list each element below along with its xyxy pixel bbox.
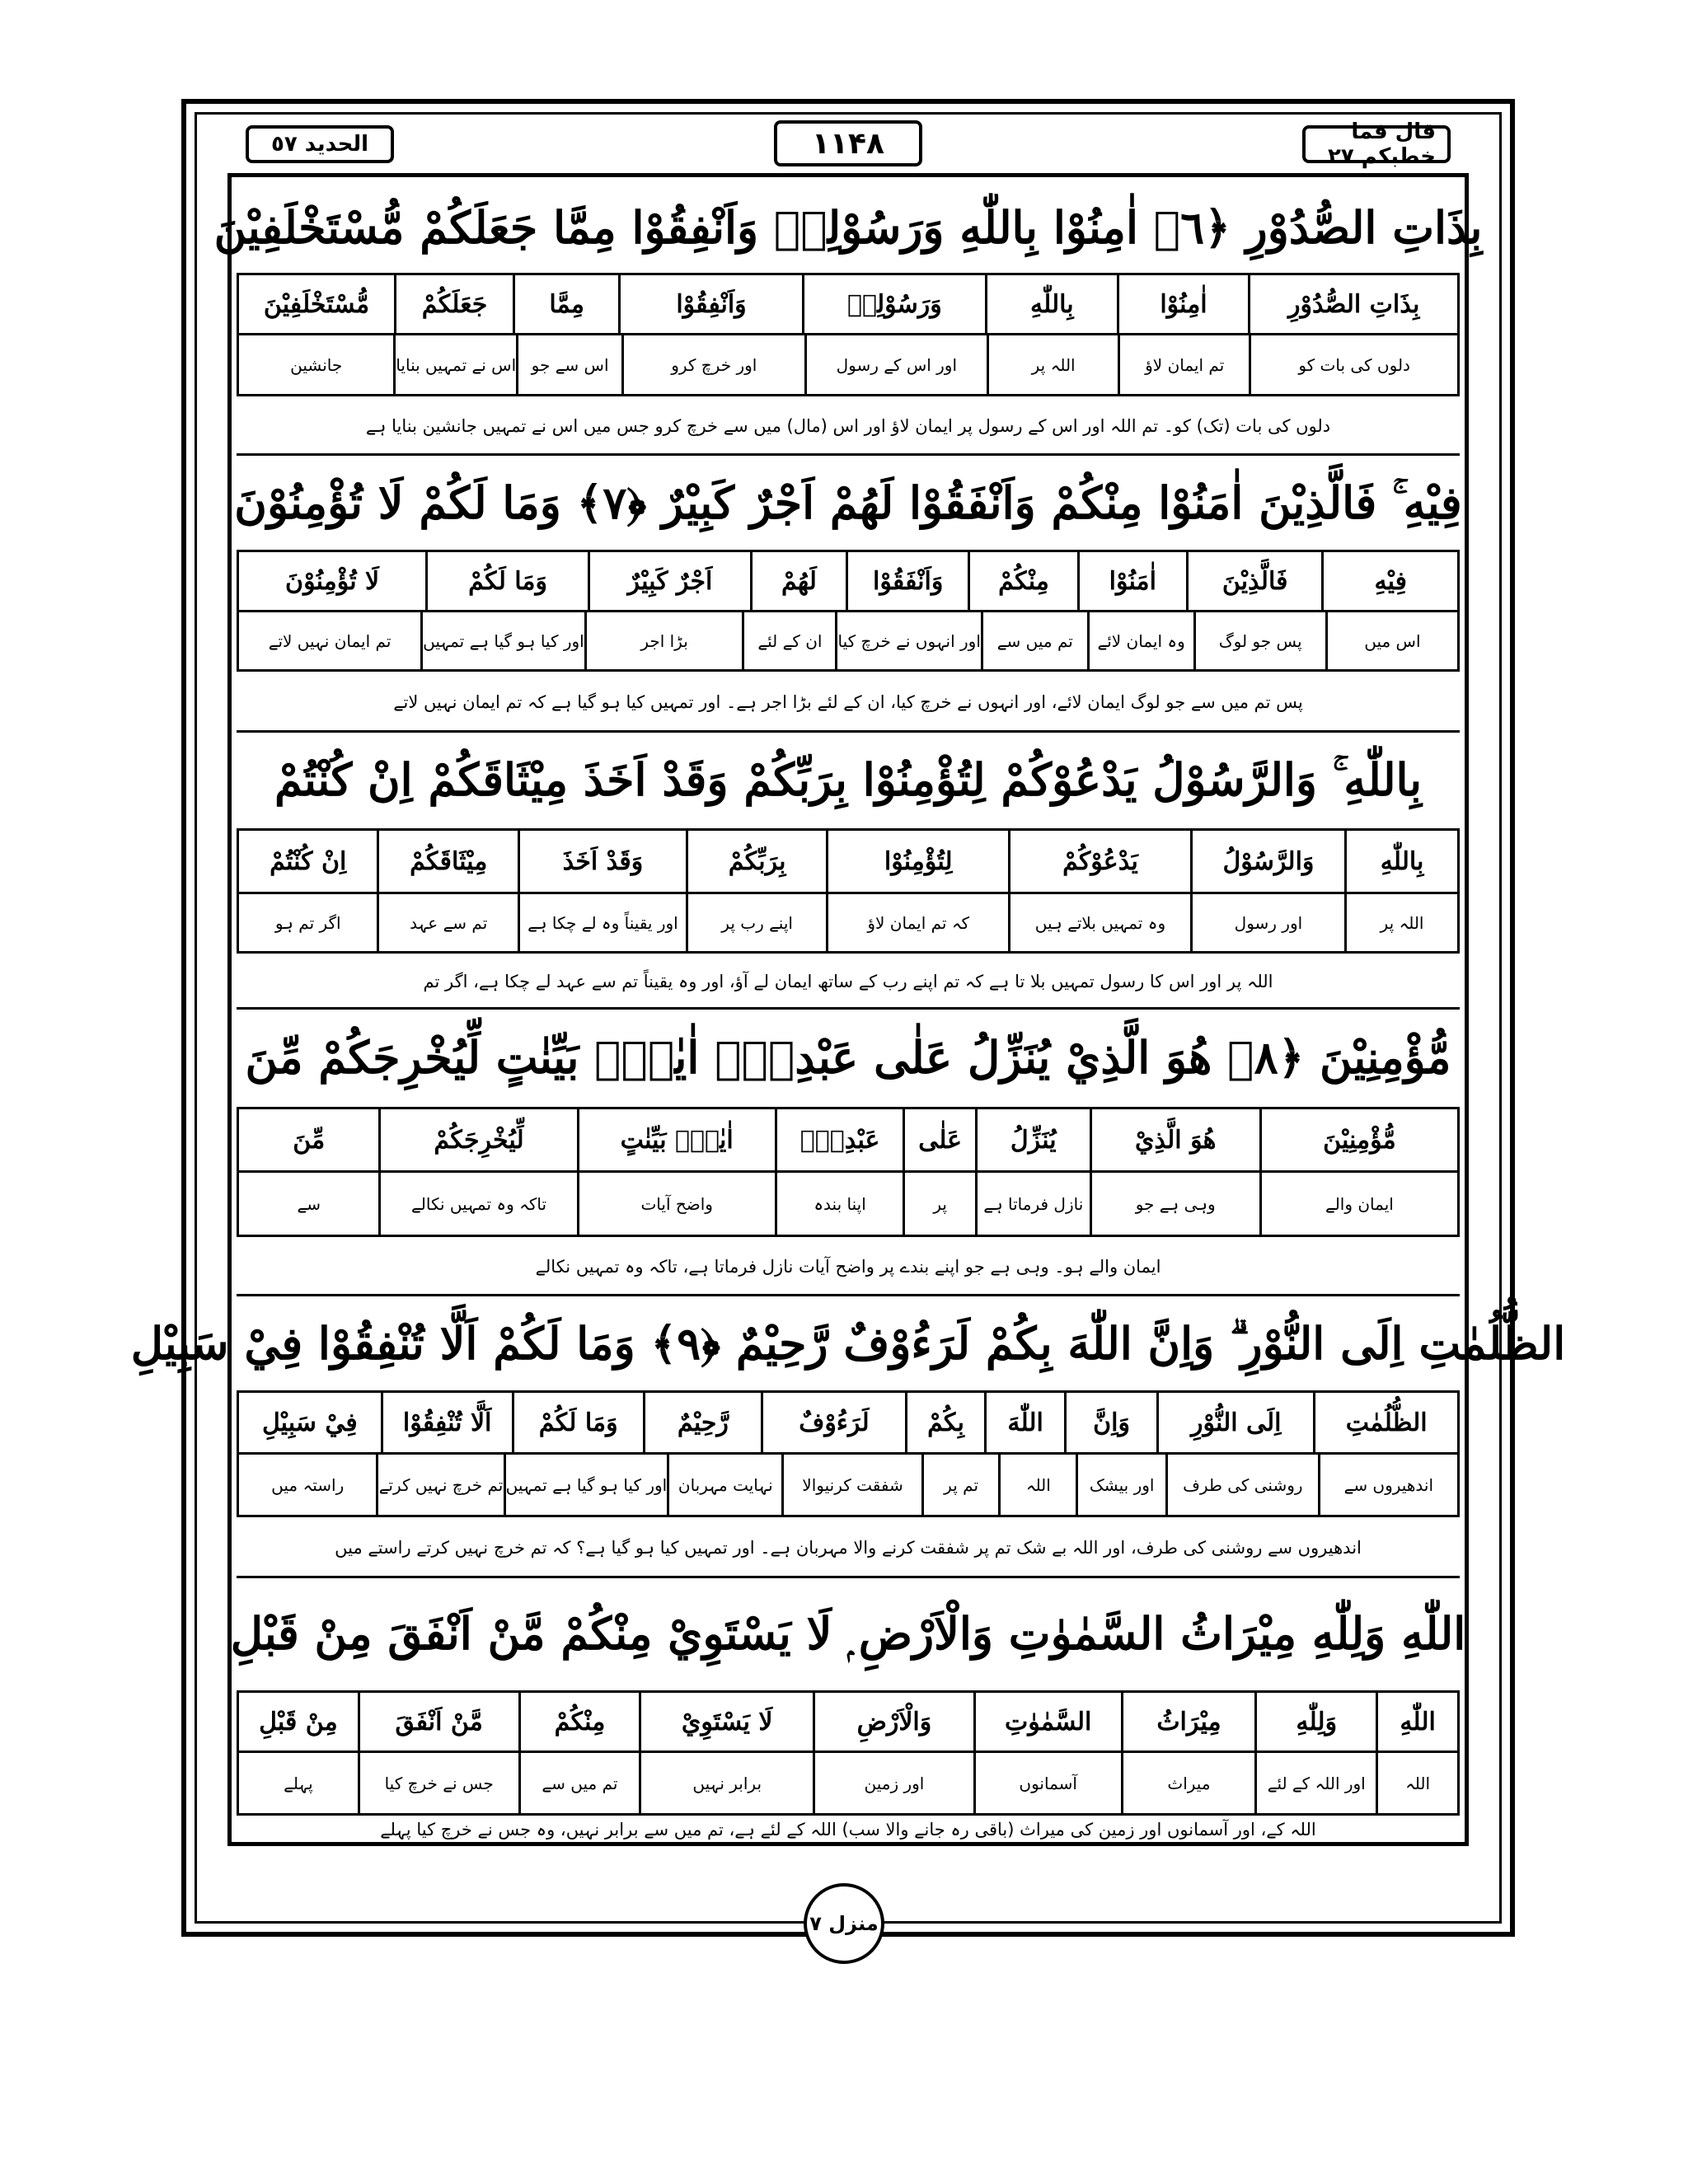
meaning-cell: اگر تم ہو <box>274 912 341 933</box>
word-cell: وَلِلّٰهِ <box>1254 1693 1376 1750</box>
meaning-cell: اللہ پر <box>987 335 1118 394</box>
meaning-row <box>237 1173 1460 1237</box>
meaning-cell: اس میں <box>1325 612 1457 669</box>
verse-line: مُّؤْمِنِيْنَ ﴿٨﴾ هُوَ الَّذِيْ يُنَزِّلُ عَلٰى عَبْدِهٖٓ اٰيٰتٍۭ بَيِّنٰتٍ لِّيُخْرِجَكُمْ مِّنَ <box>245 1031 1451 1084</box>
meaning-cell: جس نے خرچ کیا <box>358 1753 518 1813</box>
word-cell: يُنَزِّلُ <box>975 1109 1090 1170</box>
meaning-cell: تم ایمان نہیں لاتے <box>268 630 392 651</box>
word-cell: بِاللّٰهِ <box>985 275 1117 333</box>
meaning-cell: اللہ <box>1376 1753 1457 1813</box>
word-cell: لِّيُخْرِجَكُمْ <box>378 1109 576 1170</box>
meaning-cell: اور زمین <box>813 1753 973 1813</box>
word-row <box>237 550 1460 612</box>
verse-line: الظُّلُمٰتِ اِلَى النُّوْرِ ۗ وَاِنَّ اللّٰهَ بِكُمْ لَرَءُوْفٌ رَّحِيْمٌ ﴿٩﴾ وَمَا لَكُمْ اَلَّا تُنْفِقُوْا فِيْ سَبِيْلِ <box>130 1316 1566 1370</box>
word-row <box>237 1690 1460 1753</box>
word-cell: اِنْ كُنْتُمْ <box>270 846 347 876</box>
meaning-cell: پر <box>903 1173 975 1235</box>
meaning-cell: اور بیشک <box>1076 1455 1165 1515</box>
word-cell: وَاِنَّ <box>1064 1393 1156 1452</box>
word-cell: وَالْاَرْضِ <box>813 1693 973 1750</box>
word-cell: يَدْعُوْكُمْ <box>1008 831 1190 892</box>
translation-line: دلوں کی بات (تک) کو۔ تم اللہ اور اس کے رسول پر ایمان لاؤ اور اس (مال) میں سے خرچ کرو جس میں اس نے تمہیں جانشین بنایا ہے <box>237 398 1460 456</box>
word-cell: فِيْ سَبِيْلِ <box>261 1408 358 1437</box>
meaning-cell: اور اللہ کے لئے <box>1254 1753 1376 1813</box>
meaning-row <box>237 1455 1460 1517</box>
word-cell: اللّٰهَ <box>984 1393 1064 1452</box>
meaning-cell: اپنے رب پر <box>686 894 826 951</box>
meaning-cell: اپنا بندہ <box>775 1173 903 1235</box>
meaning-cell: جانشین <box>290 354 343 375</box>
meaning-row <box>237 1753 1460 1816</box>
meaning-cell: اس نے تمہیں بنایا <box>393 335 516 394</box>
meaning-cell: اور اس کے رسول <box>804 335 987 394</box>
translation-line: اندھیروں سے روشنی کی طرف، اور اللہ بے شک تم پر شفقت کرنے والا مہربان ہے۔ اور تمہیں کیا ہو گیا ہے؟ کہ تم خرچ نہیں کرتے راستے میں <box>237 1519 1460 1578</box>
word-cell: اٰيٰتٍۭ بَيِّنٰتٍ <box>577 1109 775 1170</box>
para-label: قال فما خطبکم ٢٧ <box>1302 125 1451 163</box>
meaning-row <box>237 612 1460 672</box>
word-cell: وَاَنْفَقُوْا <box>846 552 968 610</box>
meaning-cell: کہ تم ایمان لاؤ <box>826 894 1008 951</box>
meaning-cell: تم ایمان لاؤ <box>1118 335 1249 394</box>
word-cell: وَرَسُوْلِهٖ <box>802 275 985 333</box>
translation-line: پس تم میں سے جو لوگ ایمان لائے، اور انہوں نے خرچ کیا، ان کے لئے بڑا اجر ہے۔ اور تمہیں کیا ہو گیا ہے کہ تم ایمان نہیں لاتے <box>237 673 1460 733</box>
meaning-cell: اس سے جو <box>516 335 621 394</box>
word-cell: بِذَاتِ الصُّدُوْرِ <box>1248 275 1457 333</box>
meaning-cell: ایمان والے <box>1259 1173 1457 1235</box>
word-cell: السَّمٰوٰتِ <box>973 1693 1121 1750</box>
word-cell: مُّسْتَخْلَفِيْنَ <box>263 289 370 319</box>
meaning-cell: تم خرچ نہیں کرتے <box>376 1455 503 1515</box>
word-cell: عَبْدِهٖٓ <box>775 1109 903 1170</box>
word-cell: وَمَا لَكُمْ <box>425 552 588 610</box>
word-cell: وَقَدْ اَخَذَ <box>518 831 686 892</box>
meaning-cell: وہی ہے جو <box>1090 1173 1259 1235</box>
word-cell: اللّٰهِ <box>1376 1693 1457 1750</box>
word-cell: فَالَّذِيْنَ <box>1186 552 1322 610</box>
meaning-cell: اور انہوں نے خرچ کیا <box>835 612 980 669</box>
meaning-cell: شفقت کرنیوالا <box>781 1455 921 1515</box>
meaning-cell: وہ تمہیں بلاتے ہیں <box>1008 894 1190 951</box>
meaning-cell: نازل فرماتا ہے <box>975 1173 1090 1235</box>
word-row <box>237 1390 1460 1455</box>
word-cell: فِيْهِ <box>1321 552 1457 610</box>
word-cell: عَلٰى <box>903 1109 975 1170</box>
meaning-cell: تاکہ وہ تمہیں نکالے <box>378 1173 576 1235</box>
word-cell: مِيْرَاثُ <box>1121 1693 1255 1750</box>
word-cell: مِنْكُمْ <box>518 1693 640 1750</box>
meaning-cell: اور یقیناً وہ لے چکا ہے <box>518 894 686 951</box>
meaning-cell: تم سے عہد <box>377 894 517 951</box>
meaning-cell: تم پر <box>921 1455 999 1515</box>
word-cell: وَاَنْفِقُوْا <box>618 275 801 333</box>
meaning-cell: آسمانوں <box>973 1753 1121 1813</box>
content-area <box>130 173 1566 1846</box>
meaning-cell: اور خرچ کرو <box>621 335 804 394</box>
translation-line: ایمان والے ہو۔ وہی ہے جو اپنے بندے پر واضح آیات نازل فرماتا ہے، تاکہ وہ تمہیں نکالے <box>237 1239 1460 1296</box>
meaning-cell: پس جو لوگ <box>1193 612 1325 669</box>
word-cell: هُوَ الَّذِيْ <box>1090 1109 1259 1170</box>
word-cell: بِرَبِّكُمْ <box>686 831 826 892</box>
verse-line: فِيْهِ ۚ فَالَّذِيْنَ اٰمَنُوْا مِنْكُمْ وَاَنْفَقُوْا لَهُمْ اَجْرٌ كَبِيْرٌ ﴿٧﴾ وَمَا لَكُمْ لَا تُؤْمِنُوْنَ <box>234 476 1462 529</box>
meaning-cell: دلوں کی بات کو <box>1249 335 1457 394</box>
word-cell: لَهُمْ <box>750 552 846 610</box>
meaning-row <box>237 335 1460 396</box>
word-cell: اٰمَنُوْا <box>1077 552 1186 610</box>
word-cell: لِتُؤْمِنُوْا <box>826 831 1008 892</box>
word-row <box>237 828 1460 894</box>
word-cell: لَا تُؤْمِنُوْنَ <box>285 566 380 596</box>
meaning-cell: میراث <box>1121 1753 1255 1813</box>
meaning-cell: اور کیا ہو گیا ہے تمہیں <box>504 1455 668 1515</box>
meaning-cell: بڑا اجر <box>584 612 743 669</box>
meaning-cell: راستہ میں <box>271 1474 345 1495</box>
word-cell: بِاللّٰهِ <box>1344 831 1457 892</box>
word-cell: وَمَا لَكُمْ <box>512 1393 643 1452</box>
word-cell: وَالرَّسُوْلُ <box>1190 831 1344 892</box>
word-cell: مِنْكُمْ <box>968 552 1076 610</box>
word-cell: اَلَّا تُنْفِقُوْا <box>381 1393 512 1452</box>
meaning-cell: پہلے <box>284 1773 313 1793</box>
word-cell: جَعَلَكُمْ <box>394 275 513 333</box>
manzil-badge: منزل ٧ <box>804 1883 884 1964</box>
verse-line: اللّٰهِ وَلِلّٰهِ مِيْرَاثُ السَّمٰوٰتِ وَالْاَرْضِ ۭ لَا يَسْتَوِيْ مِنْكُمْ مَّنْ اَنْفَقَ مِنْ قَبْلِ <box>230 1606 1466 1660</box>
meaning-cell: روشنی کی طرف <box>1165 1455 1318 1515</box>
meaning-cell: تم میں سے <box>981 612 1087 669</box>
word-cell: مِّنَ <box>293 1125 326 1155</box>
word-cell: اِلَى النُّوْرِ <box>1156 1393 1313 1452</box>
meaning-row <box>237 894 1460 954</box>
word-cell: اَجْرٌ كَبِيْرٌ <box>588 552 750 610</box>
meaning-cell: اور کیا ہو گیا ہے تمہیں <box>420 612 584 669</box>
meaning-cell: ان کے لئے <box>742 612 835 669</box>
word-cell: مِنْ قَبْلِ <box>259 1707 338 1736</box>
word-cell: مِمَّا <box>513 275 618 333</box>
meaning-cell: اللہ پر <box>1344 894 1457 951</box>
translation-line: اللہ پر اور اس کا رسول تمہیں بلا تا ہے کہ تم اپنے رب کے ساتھ ایمان لے آؤ، اور وہ یقیناً تم سے عہد لے چکا ہے، اگر تم <box>237 955 1460 1010</box>
translation-line: اللہ کے، اور آسمانوں اور زمین کی میراث (باقی رہ جانے والا سب) اللہ کے لئے ہے، تم میں سے برابر نہیں، وہ جس نے خرچ کیا پہلے <box>380 1820 1316 1840</box>
word-cell: لَا يَسْتَوِيْ <box>639 1693 813 1750</box>
verse-line: بِاللّٰهِ ۚ وَالرَّسُوْلُ يَدْعُوْكُمْ لِتُؤْمِنُوْا بِرَبِّكُمْ وَقَدْ اَخَذَ مِيْثَاقَكُمْ اِنْ كُنْتُمْ <box>274 752 1423 806</box>
meaning-cell: اندھیروں سے <box>1318 1455 1457 1515</box>
word-cell: اٰمِنُوْا <box>1117 275 1249 333</box>
meaning-cell: نہایت مہربان <box>667 1455 781 1515</box>
meaning-cell: اللہ <box>998 1455 1076 1515</box>
meaning-cell: برابر نہیں <box>639 1753 813 1813</box>
surah-label: الحدید ٥٧ <box>246 125 394 163</box>
word-row <box>237 273 1460 335</box>
meaning-cell: واضح آیات <box>577 1173 775 1235</box>
word-cell: مِيْثَاقَكُمْ <box>377 831 517 892</box>
word-row <box>237 1107 1460 1173</box>
word-cell: الظُّلُمٰتِ <box>1313 1393 1457 1452</box>
word-cell: مُّؤْمِنِيْنَ <box>1259 1109 1457 1170</box>
meaning-cell: اور رسول <box>1190 894 1344 951</box>
word-cell: بِكُمْ <box>905 1393 985 1452</box>
meaning-cell: وہ ایمان لائے <box>1087 612 1193 669</box>
word-cell: رَّحِيْمٌ <box>643 1393 761 1452</box>
meaning-cell: سے <box>297 1193 321 1214</box>
verse-line: بِذَاتِ الصُّدُوْرِ ﴿٦﴾ اٰمِنُوْا بِاللّٰهِ وَرَسُوْلِهٖ وَاَنْفِقُوْا مِمَّا جَعَلَكُمْ مُّسْتَخْلَفِيْنَ <box>213 201 1483 254</box>
meaning-cell: تم میں سے <box>518 1753 640 1813</box>
word-cell: لَرَءُوْفٌ <box>761 1393 905 1452</box>
word-cell: مَّنْ اَنْفَقَ <box>358 1693 518 1750</box>
page-header <box>195 112 1502 178</box>
page-number: ۱۱۴۸ <box>774 120 922 166</box>
